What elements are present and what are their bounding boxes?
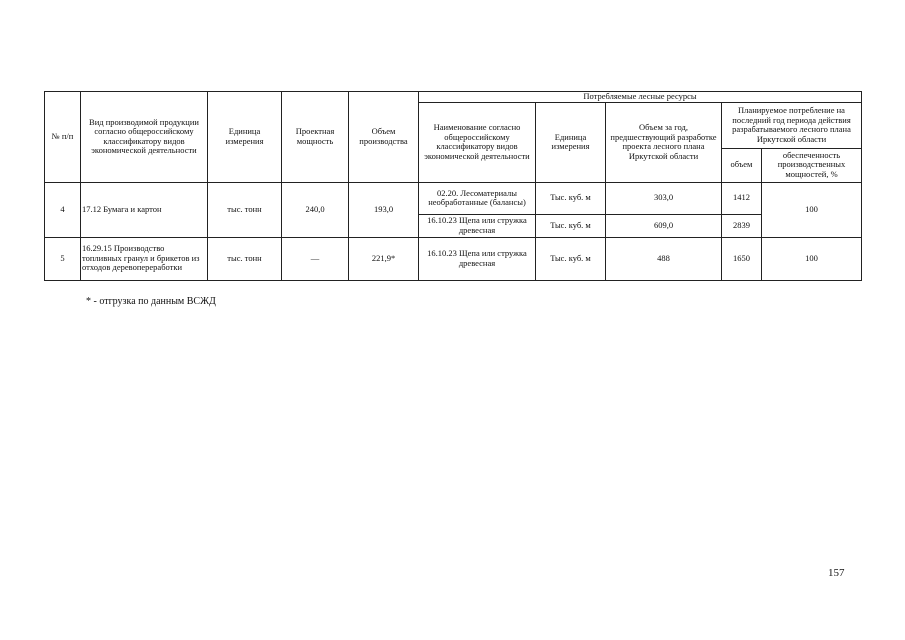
row-production-volume: 221,9*	[349, 237, 419, 280]
row-num: 4	[45, 182, 81, 237]
row-product: 17.12 Бумага и картон	[81, 182, 208, 237]
header-planned-volume: объем	[722, 148, 762, 182]
resource-volume-prev: 303,0	[606, 182, 722, 214]
resource-unit: Тыс. куб. м	[536, 214, 606, 237]
forest-resources-table	[44, 91, 862, 281]
resource-planned-volume: 2839	[722, 214, 762, 237]
footnote: * - отгрузка по данным ВСЖД	[86, 296, 216, 307]
resource-name: 16.10.23 Щепа или стружка древесная	[419, 237, 536, 280]
row-production-volume: 193,0	[349, 182, 419, 237]
header-design-capacity: Проектная мощность	[282, 92, 349, 183]
page-number: 157	[828, 567, 845, 579]
resource-planned-volume: 1412	[722, 182, 762, 214]
header-volume-prev-year: Объем за год, предшествующий разработке проекта лесного плана Иркутской области	[606, 102, 722, 182]
row-num: 5	[45, 237, 81, 280]
row-unit: тыс. тонн	[208, 182, 282, 237]
resource-name: 16.10.23 Щепа или стружка древесная	[419, 214, 536, 237]
row-design-capacity: —	[282, 237, 349, 280]
row-capacity-provision: 100	[762, 182, 862, 237]
table-row	[45, 182, 862, 214]
header-resource-unit: Единица измерения	[536, 102, 606, 182]
resource-volume-prev: 609,0	[606, 214, 722, 237]
resource-table-container	[44, 91, 862, 281]
header-product-type: Вид производимой продукции согласно общероссийскому классификатору видов экономической деятельности	[81, 92, 208, 183]
row-product: 16.29.15 Производство топливных гранул и брикетов из отходов деревопереработки	[81, 237, 208, 280]
table-row	[45, 237, 862, 280]
header-num: № п/п	[45, 92, 81, 183]
header-planned-consumption: Планируемое потребление на последний год периода действия разрабатываемого лесного плана Иркутской области	[722, 102, 862, 148]
header-unit: Единица измерения	[208, 92, 282, 183]
resource-unit: Тыс. куб. м	[536, 237, 606, 280]
row-capacity-provision: 100	[762, 237, 862, 280]
row-unit: тыс. тонн	[208, 237, 282, 280]
header-consumed-resources: Потребляемые лесные ресурсы	[419, 92, 862, 103]
row-design-capacity: 240,0	[282, 182, 349, 237]
header-capacity-provision: обеспеченность производственных мощностей, %	[762, 148, 862, 182]
header-resource-name: Наименование согласно общероссийскому классификатору видов экономической деятельности	[419, 102, 536, 182]
resource-name: 02.20. Лесоматериалы необработанные (балансы)	[419, 182, 536, 214]
resource-volume-prev: 488	[606, 237, 722, 280]
resource-unit: Тыс. куб. м	[536, 182, 606, 214]
resource-planned-volume: 1650	[722, 237, 762, 280]
header-production-volume: Объем производства	[349, 92, 419, 183]
